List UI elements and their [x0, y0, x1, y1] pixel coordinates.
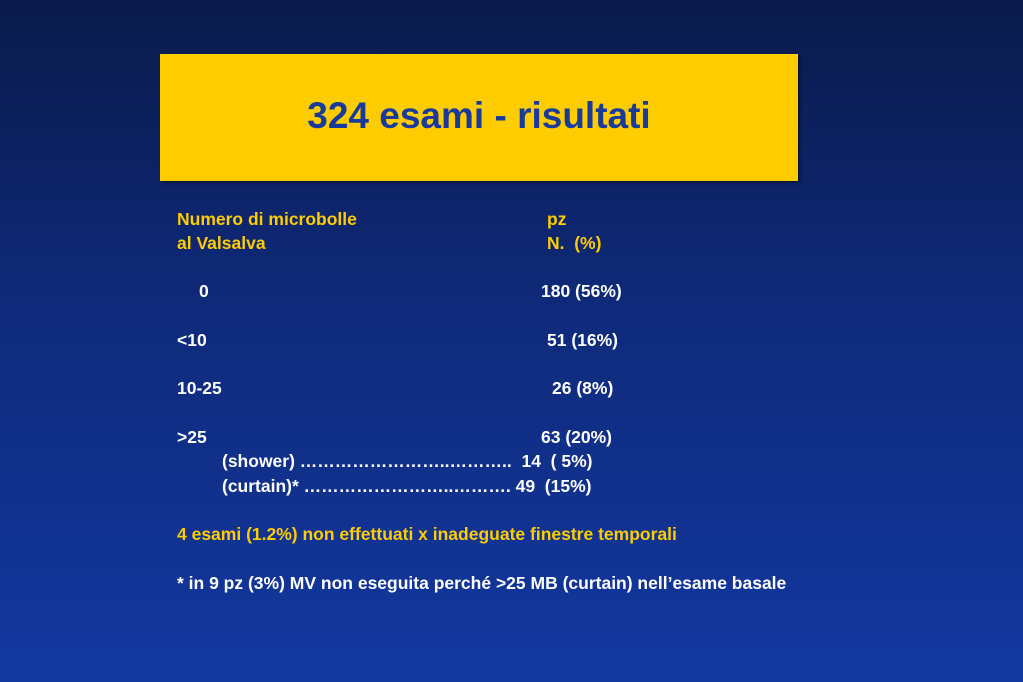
- header-col1-line1: Numero di microbolle: [177, 209, 357, 229]
- row-value: 63 (20%): [541, 427, 613, 447]
- subrow-curtain: (curtain)* ……………………..………. 49 (15%): [222, 476, 592, 496]
- row-label: 0: [199, 281, 209, 301]
- row-label: <10: [177, 330, 207, 350]
- slide-title: 324 esami - risultati: [307, 94, 651, 136]
- row-label: 10-25: [177, 378, 222, 398]
- header-col1-line2: al Valsalva: [177, 233, 266, 253]
- row-value: 51 (16%): [547, 330, 619, 350]
- header-col2-line2: N. (%): [547, 233, 602, 253]
- note-inadequate-windows: 4 esami (1.2%) non effettuati x inadeguate finestre temporali: [177, 524, 677, 544]
- row-label: >25: [177, 427, 207, 447]
- row-value: 26 (8%): [552, 378, 614, 398]
- header-col2-line1: pz: [547, 209, 567, 229]
- subrow-shower: (shower) ……………………..……….. 14 ( 5%): [222, 451, 593, 471]
- row-value: 180 (56%): [541, 281, 622, 301]
- note-footnote: * in 9 pz (3%) MV non eseguita perché >25 MB (curtain) nell’esame basale: [177, 573, 787, 593]
